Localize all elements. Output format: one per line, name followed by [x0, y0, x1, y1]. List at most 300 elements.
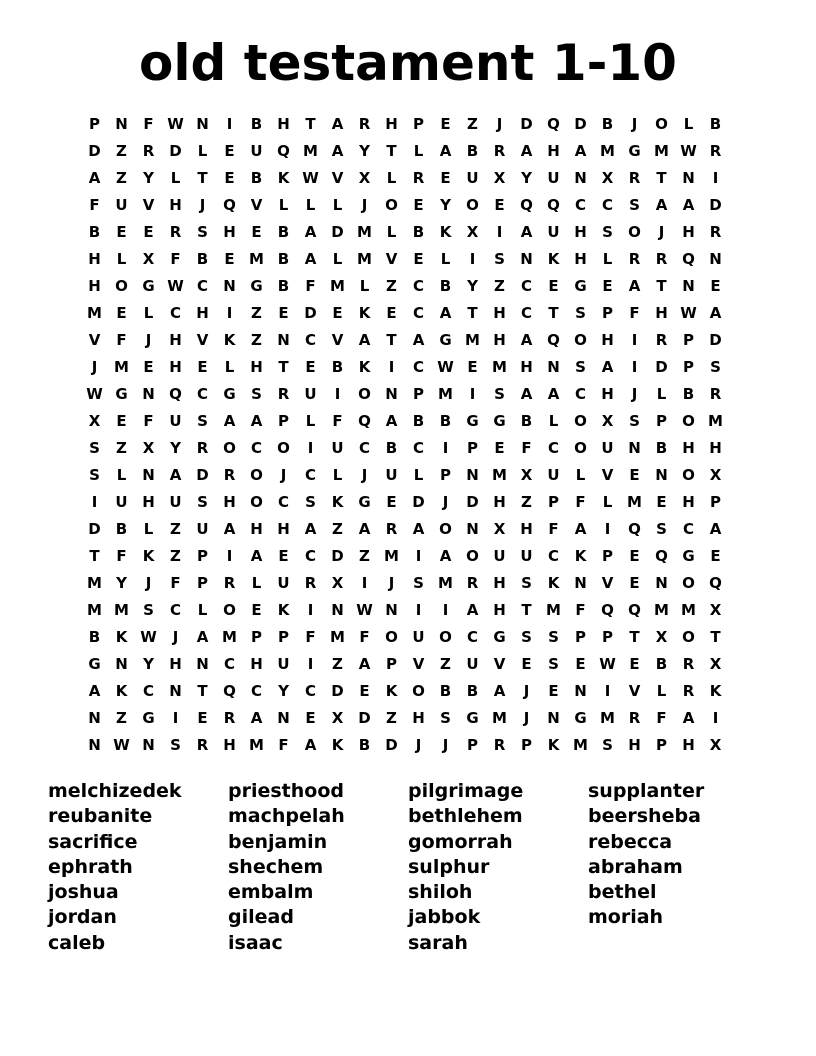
grid-letter: S [575, 304, 586, 322]
grid-letter: T [521, 601, 532, 619]
grid-letter: G [628, 142, 641, 160]
grid-letter: W [167, 277, 184, 295]
grid-letter: B [331, 358, 344, 376]
grid-letter: P [521, 736, 532, 754]
grid-letter: D [385, 736, 398, 754]
grid-letter: D [331, 547, 344, 565]
grid-letter: D [358, 709, 371, 727]
grid-letter: H [385, 115, 398, 133]
grid-letter: V [331, 169, 344, 187]
grid-letter: K [547, 574, 560, 592]
word-list [48, 779, 768, 956]
grid-row [81, 624, 729, 651]
grid-letter: V [601, 466, 614, 484]
grid-letter: M [627, 493, 642, 511]
grid-letter: N [196, 115, 209, 133]
grid-letter: T [656, 277, 667, 295]
grid-letter: N [547, 358, 560, 376]
grid-letter: F [548, 520, 559, 538]
grid-letter: H [682, 223, 695, 241]
grid-letter: Y [467, 277, 478, 295]
grid-letter: V [601, 574, 614, 592]
grid-letter: H [250, 358, 263, 376]
grid-letter: O [574, 412, 587, 430]
grid-letter: L [440, 250, 451, 268]
grid-letter: V [250, 196, 263, 214]
grid-letter: M [249, 736, 264, 754]
grid-letter: R [682, 682, 695, 700]
word-list-item: bethel [588, 881, 657, 904]
grid-letter: E [224, 169, 235, 187]
grid-letter: Q [709, 574, 722, 592]
grid-letter: N [520, 250, 533, 268]
grid-letter: D [412, 493, 425, 511]
word-list-item: sacrifice [48, 830, 138, 853]
grid-letter: M [492, 709, 507, 727]
grid-letter: P [683, 331, 694, 349]
grid-letter: E [251, 601, 262, 619]
grid-letter: L [251, 574, 262, 592]
grid-letter: Z [116, 142, 127, 160]
grid-letter: U [520, 547, 533, 565]
grid-letter: I [361, 574, 368, 592]
grid-letter: Z [116, 709, 127, 727]
grid-letter: B [250, 115, 263, 133]
grid-letter: B [250, 169, 263, 187]
grid-letter: I [334, 385, 341, 403]
grid-letter: C [304, 466, 316, 484]
grid-letter: O [655, 115, 668, 133]
grid-letter: P [386, 655, 397, 673]
grid-letter: I [496, 223, 503, 241]
grid-letter: M [546, 601, 561, 619]
grid-letter: A [601, 358, 614, 376]
grid-letter: S [602, 736, 613, 754]
grid-letter: M [87, 574, 102, 592]
grid-row [81, 651, 729, 678]
grid-letter: C [547, 547, 559, 565]
grid-letter: K [142, 547, 155, 565]
grid-letter: I [712, 709, 719, 727]
grid-letter: L [413, 466, 424, 484]
grid-letter: F [575, 601, 586, 619]
grid-letter: M [600, 142, 615, 160]
grid-letter: Z [170, 520, 181, 538]
word-list-item: gomorrah [408, 830, 513, 853]
grid-letter: X [709, 736, 722, 754]
grid-letter: T [386, 331, 397, 349]
grid-letter: C [250, 682, 262, 700]
grid-letter: A [250, 412, 263, 430]
grid-letter: A [682, 709, 695, 727]
grid-letter: I [469, 385, 476, 403]
grid-letter: G [142, 709, 155, 727]
grid-letter: J [388, 574, 395, 592]
grid-letter: H [196, 304, 209, 322]
grid-letter: A [412, 520, 425, 538]
grid-letter: H [655, 304, 668, 322]
grid-letter: L [602, 493, 613, 511]
grid-letter: H [169, 331, 182, 349]
grid-letter: L [278, 196, 289, 214]
grid-letter: N [88, 709, 101, 727]
grid-letter: P [656, 412, 667, 430]
grid-letter: B [439, 682, 452, 700]
grid-letter: P [602, 628, 613, 646]
grid-letter: H [223, 736, 236, 754]
grid-letter: E [224, 142, 235, 160]
grid-letter: G [493, 412, 506, 430]
grid-letter: R [493, 142, 506, 160]
word-list-item: bethlehem [408, 805, 523, 828]
grid-letter: N [574, 682, 587, 700]
grid-letter: L [197, 142, 208, 160]
grid-letter: H [412, 709, 425, 727]
grid-letter: H [493, 304, 506, 322]
grid-letter: H [547, 142, 560, 160]
grid-letter: O [682, 412, 695, 430]
grid-letter: G [682, 547, 695, 565]
grid-letter: P [413, 385, 424, 403]
grid-letter: N [277, 709, 290, 727]
grid-letter: K [574, 547, 587, 565]
grid-letter: V [493, 655, 506, 673]
grid-letter: A [331, 142, 344, 160]
grid-letter: P [467, 736, 478, 754]
grid-letter: R [223, 466, 236, 484]
grid-letter: S [575, 358, 586, 376]
grid-letter: U [331, 439, 344, 457]
grid-letter: E [278, 547, 289, 565]
grid-letter: H [142, 493, 155, 511]
grid-letter: N [196, 655, 209, 673]
grid-letter: T [467, 304, 478, 322]
grid-letter: E [197, 358, 208, 376]
grid-letter: T [548, 304, 559, 322]
grid-letter: O [682, 628, 695, 646]
grid-letter: T [197, 169, 208, 187]
grid-letter: M [357, 223, 372, 241]
grid-letter: U [385, 466, 398, 484]
grid-letter: D [88, 520, 101, 538]
grid-letter: D [709, 331, 722, 349]
grid-letter: B [520, 412, 533, 430]
grid-letter: S [602, 223, 613, 241]
grid-letter: E [494, 439, 505, 457]
grid-letter: L [332, 250, 343, 268]
grid-letter: H [520, 520, 533, 538]
grid-letter: G [493, 628, 506, 646]
grid-letter: J [199, 196, 206, 214]
grid-letter: H [250, 655, 263, 673]
grid-letter: J [145, 331, 152, 349]
grid-letter: N [142, 385, 155, 403]
grid-letter: I [415, 601, 422, 619]
grid-letter: U [277, 655, 290, 673]
grid-letter: L [170, 169, 181, 187]
grid-letter: E [116, 412, 127, 430]
grid-letter: A [88, 169, 101, 187]
grid-letter: I [442, 439, 449, 457]
grid-letter: N [655, 466, 668, 484]
grid-letter: R [628, 169, 641, 187]
grid-letter: N [142, 466, 155, 484]
grid-letter: F [143, 115, 154, 133]
grid-letter: H [493, 493, 506, 511]
grid-letter: O [223, 601, 236, 619]
grid-letter: D [169, 142, 182, 160]
grid-letter: R [655, 250, 668, 268]
grid-letter: O [574, 331, 587, 349]
grid-letter: N [682, 277, 695, 295]
grid-letter: L [656, 385, 667, 403]
grid-letter: N [682, 169, 695, 187]
grid-letter: J [631, 115, 638, 133]
grid-letter: A [574, 520, 587, 538]
grid-letter: L [386, 223, 397, 241]
grid-letter: E [251, 223, 262, 241]
grid-letter: A [223, 412, 236, 430]
grid-letter: D [709, 196, 722, 214]
grid-letter: J [361, 196, 368, 214]
grid-letter: J [496, 115, 503, 133]
grid-letter: P [251, 628, 262, 646]
grid-letter: G [115, 385, 128, 403]
grid-letter: C [196, 277, 208, 295]
grid-row [81, 543, 729, 570]
grid-letter: A [682, 196, 695, 214]
grid-letter: C [682, 520, 694, 538]
grid-letter: E [305, 358, 316, 376]
grid-letter: A [439, 547, 452, 565]
grid-letter: N [466, 520, 479, 538]
grid-letter: F [89, 196, 100, 214]
grid-letter: I [226, 547, 233, 565]
grid-row [81, 516, 729, 543]
grid-letter: E [143, 358, 154, 376]
grid-letter: M [492, 358, 507, 376]
grid-letter: O [439, 520, 452, 538]
grid-letter: C [547, 439, 559, 457]
grid-letter: A [304, 250, 317, 268]
grid-letter: G [439, 331, 452, 349]
grid-letter: H [277, 520, 290, 538]
grid-letter: O [385, 196, 398, 214]
grid-letter: L [224, 358, 235, 376]
grid-letter: H [574, 223, 587, 241]
grid-letter: X [88, 412, 101, 430]
grid-letter: X [709, 655, 722, 673]
grid-letter: W [437, 358, 454, 376]
grid-letter: E [521, 655, 532, 673]
grid-letter: C [277, 493, 289, 511]
grid-letter: M [222, 628, 237, 646]
grid-letter: P [278, 412, 289, 430]
grid-letter: N [88, 736, 101, 754]
grid-letter: M [438, 385, 453, 403]
grid-letter: E [440, 115, 451, 133]
grid-letter: K [358, 304, 371, 322]
grid-letter: J [280, 466, 287, 484]
word-list-item: embalm [228, 881, 314, 904]
grid-letter: R [223, 574, 236, 592]
word-list-item: beersheba [588, 805, 701, 828]
grid-letter: N [655, 574, 668, 592]
grid-letter: X [331, 574, 344, 592]
grid-letter: A [628, 277, 641, 295]
grid-letter: J [442, 736, 449, 754]
grid-letter: F [170, 574, 181, 592]
grid-letter: T [656, 169, 667, 187]
word-column [588, 779, 768, 956]
grid-letter: H [88, 277, 101, 295]
grid-letter: C [574, 196, 586, 214]
grid-letter: N [709, 250, 722, 268]
grid-letter: P [197, 547, 208, 565]
grid-letter: A [196, 628, 209, 646]
grid-letter: E [548, 682, 559, 700]
grid-letter: P [602, 547, 613, 565]
grid-letter: H [601, 331, 614, 349]
word-list-item: shechem [228, 855, 324, 878]
grid-letter: K [277, 169, 290, 187]
grid-letter: U [169, 493, 182, 511]
grid-letter: S [494, 250, 505, 268]
grid-letter: M [654, 601, 669, 619]
grid-letter: Z [332, 655, 343, 673]
grid-letter: S [197, 493, 208, 511]
grid-letter: E [197, 709, 208, 727]
grid-letter: Q [601, 601, 614, 619]
grid-letter: J [91, 358, 98, 376]
grid-letter: L [602, 250, 613, 268]
grid-letter: S [629, 196, 640, 214]
grid-letter: L [116, 250, 127, 268]
grid-letter: T [89, 547, 100, 565]
grid-letter: H [709, 439, 722, 457]
grid-letter: M [654, 142, 669, 160]
grid-letter: M [492, 466, 507, 484]
grid-letter: M [330, 277, 345, 295]
grid-letter: K [331, 493, 344, 511]
grid-letter: U [115, 196, 128, 214]
grid-letter: C [142, 682, 154, 700]
grid-letter: S [413, 574, 424, 592]
grid-letter: S [548, 655, 559, 673]
grid-letter: I [226, 115, 233, 133]
grid-letter: D [574, 115, 587, 133]
grid-row [81, 732, 729, 759]
grid-letter: A [466, 601, 479, 619]
grid-letter: U [196, 520, 209, 538]
grid-letter: S [197, 412, 208, 430]
grid-letter: V [88, 331, 101, 349]
grid-letter: R [709, 223, 722, 241]
grid-letter: P [413, 115, 424, 133]
grid-letter: A [574, 142, 587, 160]
word-column [228, 779, 408, 956]
grid-row [81, 408, 729, 435]
grid-letter: U [277, 574, 290, 592]
grid-letter: W [599, 655, 616, 673]
grid-letter: V [628, 682, 641, 700]
grid-letter: E [710, 547, 721, 565]
grid-letter: H [223, 223, 236, 241]
grid-letter: H [493, 574, 506, 592]
grid-letter: W [140, 628, 157, 646]
grid-letter: M [600, 709, 615, 727]
grid-letter: A [358, 655, 371, 673]
grid-letter: H [682, 439, 695, 457]
grid-letter: E [386, 304, 397, 322]
grid-letter: C [574, 385, 586, 403]
grid-letter: K [385, 682, 398, 700]
grid-letter: A [385, 412, 398, 430]
grid-letter: U [115, 493, 128, 511]
grid-letter: Q [547, 331, 560, 349]
grid-letter: R [196, 439, 209, 457]
grid-letter: Z [494, 277, 505, 295]
grid-letter: B [88, 223, 101, 241]
grid-letter: E [629, 574, 640, 592]
grid-letter: I [604, 682, 611, 700]
grid-letter: F [359, 628, 370, 646]
grid-letter: B [682, 385, 695, 403]
grid-letter: X [709, 466, 722, 484]
grid-letter: Z [116, 439, 127, 457]
grid-letter: X [142, 250, 155, 268]
grid-letter: Z [521, 493, 532, 511]
word-list-item: priesthood [228, 780, 344, 802]
word-list-item: caleb [48, 931, 106, 954]
grid-letter: M [438, 574, 453, 592]
grid-letter: L [305, 196, 316, 214]
grid-row [81, 597, 729, 624]
grid-row [81, 246, 729, 273]
grid-letter: E [278, 304, 289, 322]
grid-letter: A [520, 331, 533, 349]
grid-letter: Z [116, 169, 127, 187]
grid-letter: S [170, 736, 181, 754]
grid-letter: A [520, 385, 533, 403]
grid-row [81, 354, 729, 381]
grid-letter: T [305, 115, 316, 133]
grid-letter: M [708, 412, 723, 430]
grid-letter: Q [655, 547, 668, 565]
grid-letter: S [521, 574, 532, 592]
grid-letter: M [114, 358, 129, 376]
grid-letter: X [709, 601, 722, 619]
grid-letter: B [115, 520, 128, 538]
grid-letter: C [169, 601, 181, 619]
grid-letter: V [142, 196, 155, 214]
grid-letter: A [709, 520, 722, 538]
grid-letter: I [712, 169, 719, 187]
grid-letter: F [116, 547, 127, 565]
grid-letter: H [169, 196, 182, 214]
grid-letter: P [548, 493, 559, 511]
grid-letter: H [628, 736, 641, 754]
word-column [408, 779, 588, 956]
grid-letter: F [575, 493, 586, 511]
grid-letter: M [465, 331, 480, 349]
grid-letter: F [170, 250, 181, 268]
grid-letter: J [145, 574, 152, 592]
grid-letter: H [169, 358, 182, 376]
grid-letter: H [277, 115, 290, 133]
word-list-item: reubanite [48, 805, 153, 828]
grid-letter: C [304, 331, 316, 349]
